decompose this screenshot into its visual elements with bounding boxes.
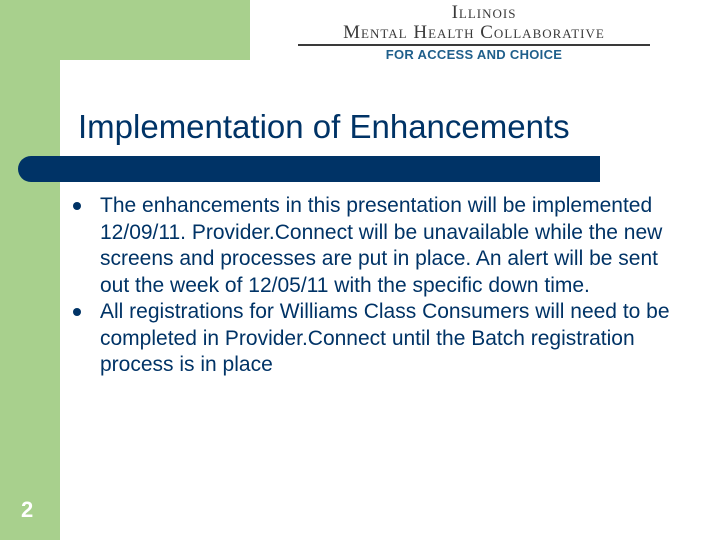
bullet-dot-icon: [73, 308, 81, 316]
logo-divider: [298, 44, 650, 46]
slide-title: Implementation of Enhancements: [78, 108, 570, 145]
logo-line-illinois: Illinois: [451, 2, 517, 23]
bullet-list: [72, 193, 672, 379]
bullet-item: [72, 193, 672, 299]
logo-line-collaborative: Mental Health Collaborative: [343, 22, 605, 43]
page-number: 2: [21, 497, 34, 522]
top-accent-block: [0, 0, 250, 60]
organization-logo: [298, 2, 650, 64]
bullet-item: [72, 299, 672, 379]
bullet-text: All registrations for Williams Class Consumers will need to be completed in Provider.Connect until the Batch registration process is in place: [100, 300, 670, 376]
left-accent-bar: [0, 0, 60, 540]
title-underline-bar: [18, 156, 600, 182]
bullet-dot-icon: [73, 202, 81, 210]
logo-tagline: FOR ACCESS AND CHOICE: [385, 47, 563, 62]
bullet-text: The enhancements in this presentation will be implemented 12/09/11. Provider.Connect will be unavailable while the new screens and processes are put in place. An alert will be sent out the week of 12/05/11 with the specific down time.: [100, 194, 663, 297]
